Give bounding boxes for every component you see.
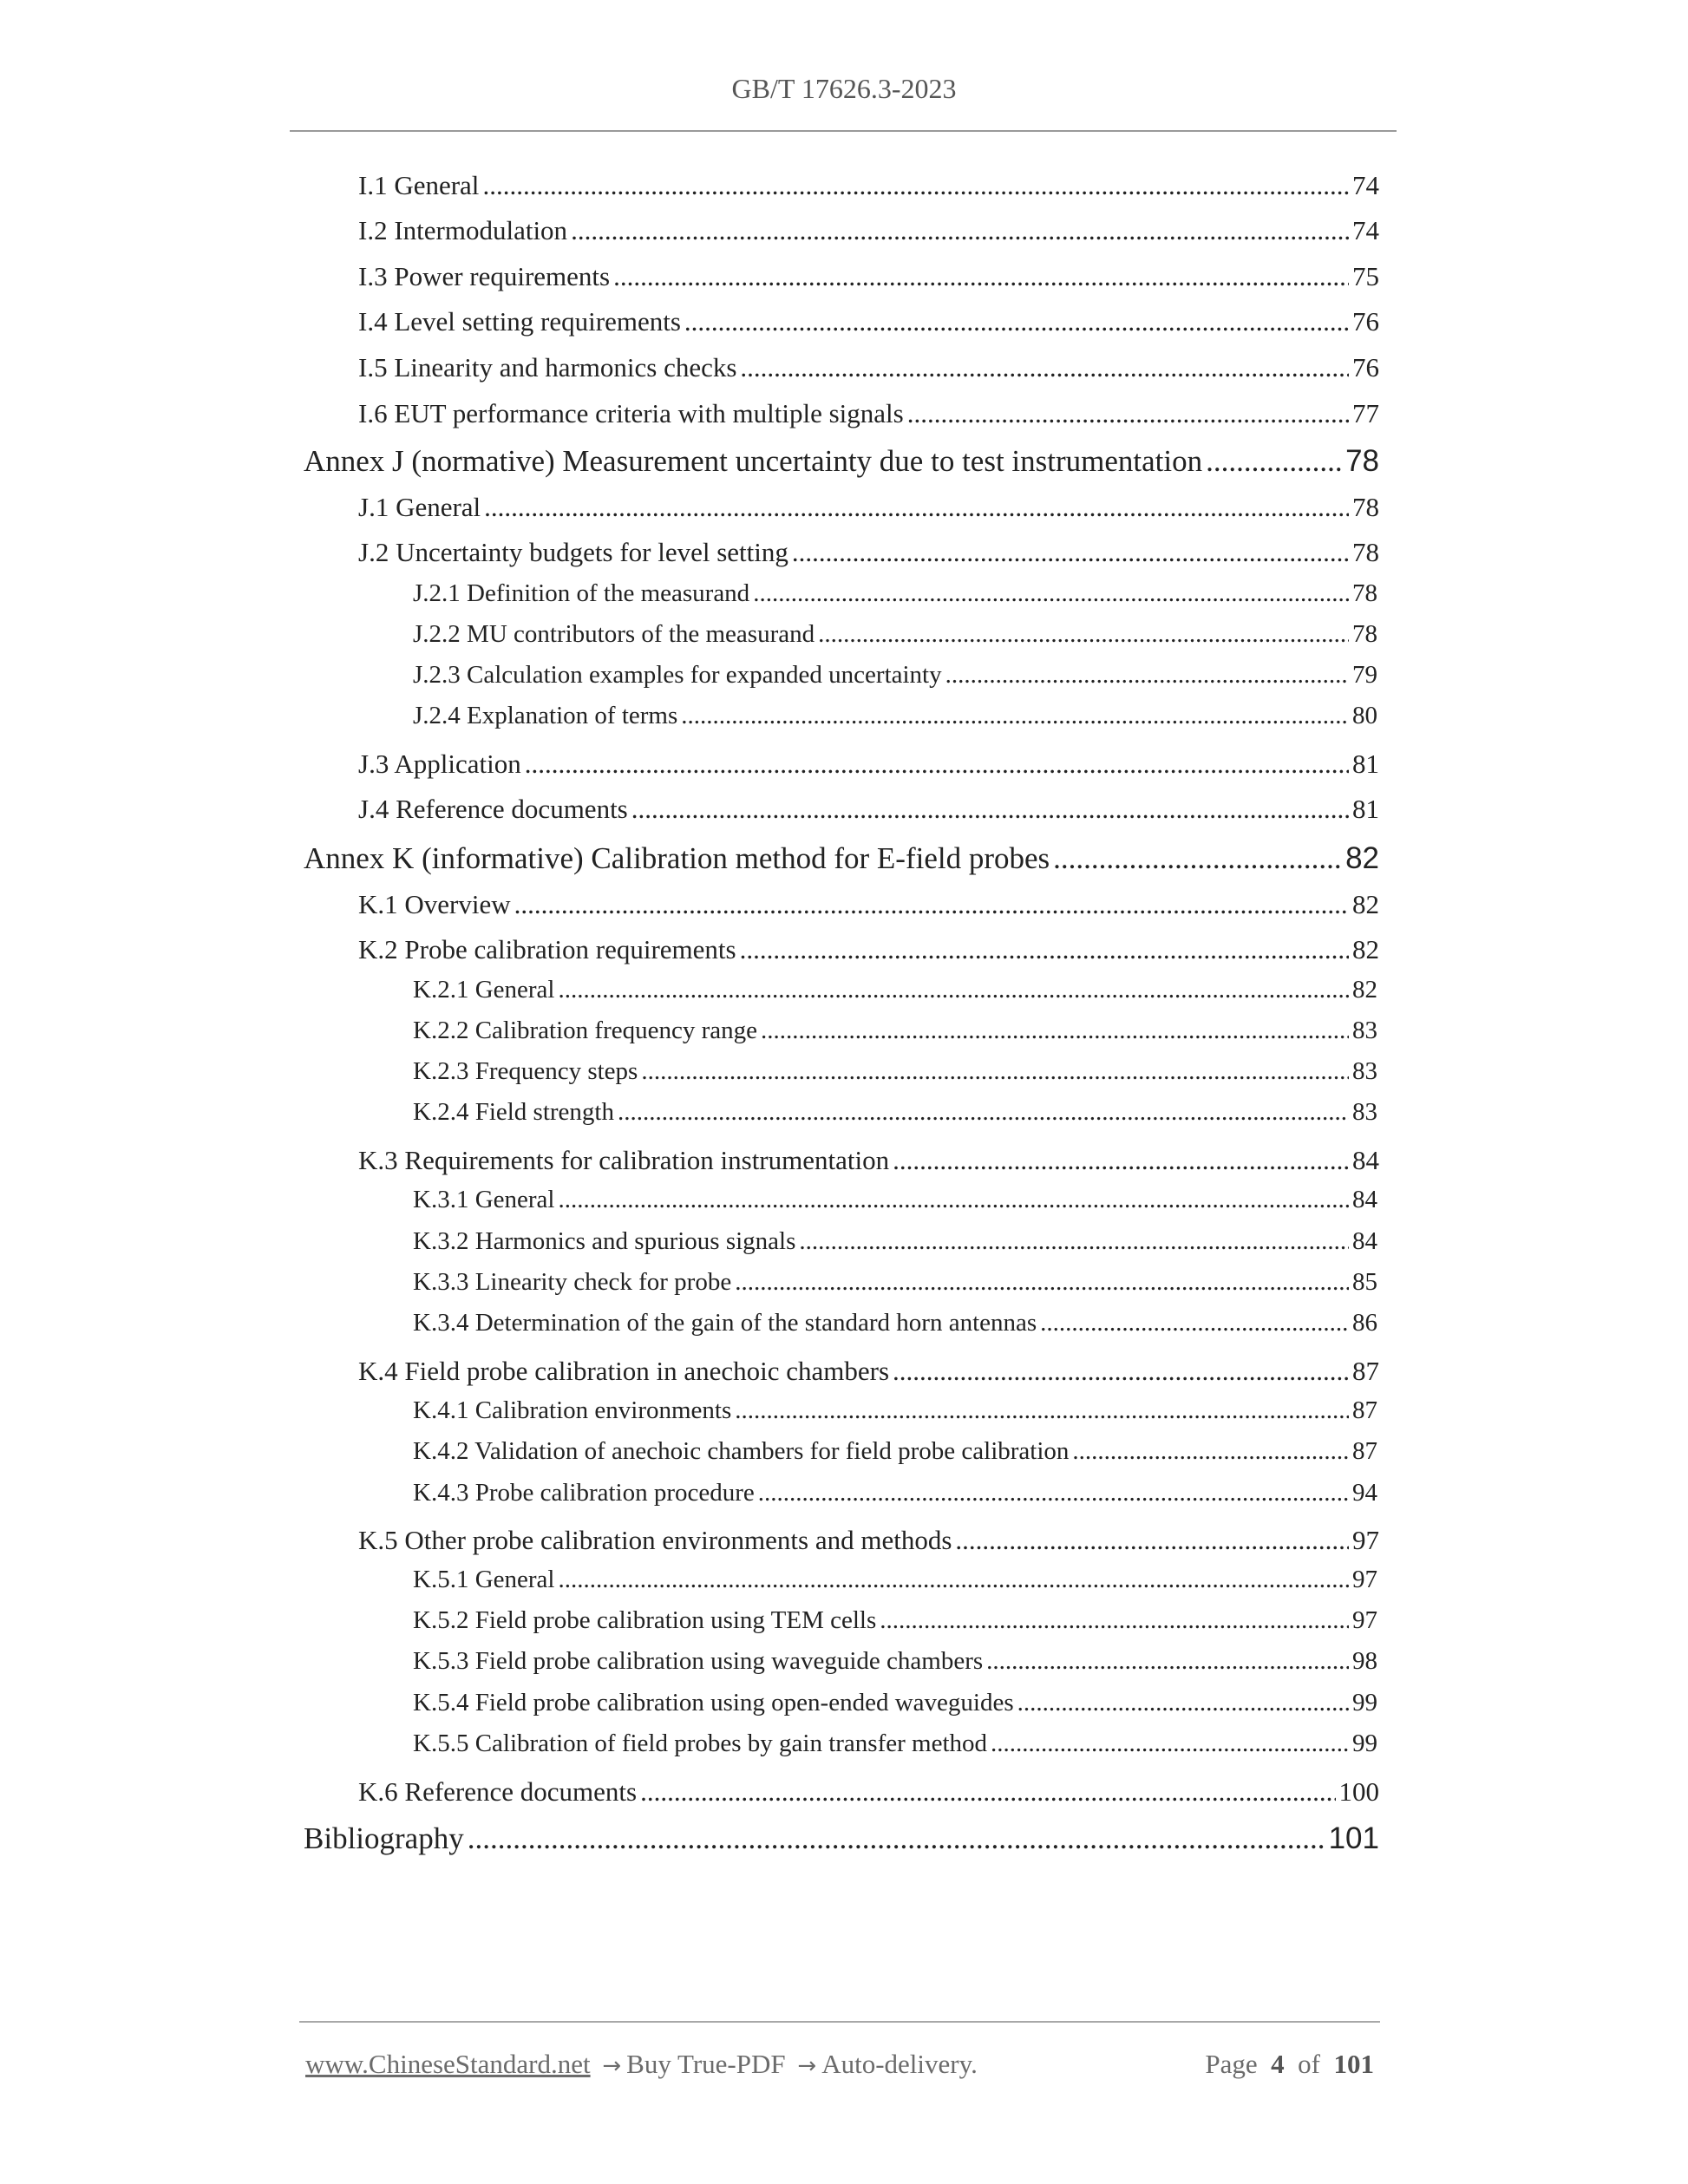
toc-entry[interactable] — [358, 492, 1379, 523]
toc-entry-title: K.5.4 Field probe calibration using open-ended waveguides — [413, 1689, 1014, 1716]
toc-entry[interactable] — [413, 1057, 1377, 1086]
toc-entry-page: 81 — [1352, 749, 1379, 779]
toc-entry-title: K.3.2 Harmonics and spurious signals — [413, 1227, 796, 1255]
toc-dot-leader — [735, 1268, 1349, 1297]
toc-entry-page: 84 — [1352, 1227, 1377, 1255]
toc-entry[interactable] — [413, 702, 1377, 730]
toc-entry[interactable] — [358, 889, 1379, 920]
toc-dot-leader — [484, 492, 1349, 523]
site-link[interactable]: www.ChineseStandard.net — [305, 2049, 591, 2079]
toc-entry-title: K.3.3 Linearity check for probe — [413, 1268, 732, 1296]
toc-entry-title: K.5.5 Calibration of field probes by gain transfer method — [413, 1730, 988, 1757]
toc-entry-title: K.3 Requirements for calibration instrumentation — [358, 1145, 890, 1175]
toc-entry-page: 99 — [1352, 1730, 1377, 1757]
toc-entry-page: 82 — [1352, 976, 1377, 1004]
toc-entry[interactable] — [358, 215, 1379, 246]
toc-entry-title: K.1 Overview — [358, 889, 511, 919]
toc-entry[interactable] — [358, 794, 1379, 825]
buy-true-pdf-text: Buy True-PDF — [626, 2049, 786, 2079]
toc-annex-entry[interactable] — [304, 1821, 1379, 1856]
toc-dot-leader — [558, 1186, 1349, 1214]
toc-dot-leader — [1072, 1437, 1349, 1466]
toc-dot-leader — [761, 1017, 1349, 1045]
toc-dot-leader — [641, 1057, 1349, 1086]
toc-entry[interactable] — [413, 1437, 1377, 1466]
toc-entry-page: 101 — [1328, 1821, 1379, 1855]
toc-entry-title: J.2 Uncertainty budgets for level setting — [358, 537, 788, 567]
toc-entry-page: 74 — [1352, 215, 1379, 245]
toc-entry-page: 78 — [1352, 492, 1379, 522]
footer-promo — [305, 2049, 978, 2080]
toc-dot-leader — [1017, 1689, 1349, 1717]
toc-entry[interactable] — [413, 1396, 1377, 1425]
arrow-right-icon: → — [602, 2053, 622, 2079]
toc-dot-leader — [525, 749, 1349, 780]
toc-entry-title: K.5 Other probe calibration environments and methods — [358, 1525, 952, 1555]
toc-dot-leader — [986, 1647, 1349, 1676]
toc-entry-page: 83 — [1352, 1057, 1377, 1085]
page-label: Page — [1205, 2049, 1258, 2079]
toc-entry-title: K.4.1 Calibration environments — [413, 1396, 732, 1424]
toc-dot-leader — [818, 620, 1349, 649]
toc-entry-page: 83 — [1352, 1098, 1377, 1126]
toc-entry-title: J.2.4 Explanation of terms — [413, 702, 678, 729]
toc-entry[interactable] — [413, 620, 1377, 649]
toc-entry-page: 76 — [1352, 306, 1379, 337]
toc-dot-leader — [1053, 841, 1342, 876]
toc-entry[interactable] — [413, 1227, 1377, 1256]
toc-entry[interactable] — [413, 1309, 1377, 1337]
toc-entry-page: 74 — [1352, 170, 1379, 200]
toc-entry-page: 87 — [1352, 1356, 1379, 1386]
toc-entry-title: J.2.1 Definition of the measurand — [413, 579, 750, 607]
toc-dot-leader — [640, 1776, 1335, 1808]
toc-entry-title: Annex K (informative) Calibration method for E-field probes — [304, 841, 1050, 875]
toc-entry[interactable] — [358, 1356, 1379, 1387]
toc-entry-page: 97 — [1352, 1525, 1379, 1555]
toc-entry-page: 86 — [1352, 1309, 1377, 1337]
toc-entry[interactable] — [358, 398, 1379, 429]
toc-dot-leader — [945, 661, 1349, 690]
toc-entry-page: 79 — [1352, 661, 1377, 689]
toc-dot-leader — [1206, 444, 1342, 479]
toc-entry-title: J.1 General — [358, 492, 481, 522]
toc-entry[interactable] — [358, 1776, 1379, 1808]
toc-entry[interactable] — [358, 934, 1379, 965]
toc-dot-leader — [955, 1525, 1349, 1556]
toc-entry-page: 82 — [1345, 841, 1379, 875]
toc-annex-entry[interactable] — [304, 444, 1379, 479]
arrow-right-icon: → — [797, 2053, 817, 2079]
toc-entry-page: 78 — [1352, 620, 1377, 648]
toc-entry[interactable] — [358, 306, 1379, 337]
toc-entry-page: 94 — [1352, 1479, 1377, 1507]
toc-entry[interactable] — [413, 1479, 1377, 1507]
toc-dot-leader — [740, 934, 1349, 965]
toc-entry-page: 78 — [1345, 444, 1379, 478]
toc-entry-page: 99 — [1352, 1689, 1377, 1716]
toc-entry-page: 78 — [1352, 537, 1379, 567]
toc-dot-leader — [681, 702, 1349, 730]
toc-annex-entry[interactable] — [304, 841, 1379, 876]
page-total: 101 — [1333, 2049, 1374, 2079]
toc-dot-leader — [753, 579, 1349, 608]
toc-entry[interactable] — [413, 1186, 1377, 1214]
toc-entry-page: 87 — [1352, 1396, 1377, 1424]
toc-entry[interactable] — [358, 170, 1379, 201]
toc-entry[interactable] — [413, 579, 1377, 608]
toc-entry[interactable] — [358, 261, 1379, 292]
toc-entry-page: 87 — [1352, 1437, 1377, 1465]
toc-dot-leader — [618, 1098, 1349, 1127]
toc-entry-title: K.3.1 General — [413, 1186, 555, 1213]
toc-entry-title: J.2.3 Calculation examples for expanded uncertainty — [413, 661, 942, 689]
toc-entry[interactable] — [358, 537, 1379, 568]
auto-delivery-text: Auto-delivery. — [821, 2049, 978, 2079]
toc-entry-title: J.4 Reference documents — [358, 794, 628, 824]
toc-entry-title: I.5 Linearity and harmonics checks — [358, 352, 737, 383]
toc-entry[interactable] — [413, 1098, 1377, 1127]
toc-entry[interactable] — [413, 1268, 1377, 1297]
page-of-label: of — [1298, 2049, 1320, 2079]
toc-entry-page: 78 — [1352, 579, 1377, 607]
page-footer — [305, 2049, 1374, 2087]
toc-entry-title: I.4 Level setting requirements — [358, 306, 681, 337]
toc-entry[interactable] — [413, 1606, 1377, 1635]
toc-entry-title: Annex J (normative) Measurement uncertainty due to test instrumentation — [304, 444, 1203, 478]
page-counter — [1205, 2049, 1374, 2080]
toc-entry-title: K.5.2 Field probe calibration using TEM cells — [413, 1606, 877, 1634]
toc-dot-leader — [758, 1479, 1349, 1507]
toc-entry-page: 75 — [1352, 261, 1379, 291]
toc-entry[interactable] — [358, 749, 1379, 780]
toc-entry-title: I.1 General — [358, 170, 480, 200]
toc-entry-title: K.4.3 Probe calibration procedure — [413, 1479, 755, 1507]
toc-entry-page: 85 — [1352, 1268, 1377, 1296]
toc-dot-leader — [468, 1821, 1325, 1856]
toc-entry-page: 82 — [1352, 889, 1379, 919]
toc-entry-page: 81 — [1352, 794, 1379, 824]
toc-dot-leader — [991, 1730, 1349, 1758]
toc-entry[interactable] — [413, 1647, 1377, 1676]
toc-dot-leader — [893, 1145, 1349, 1176]
toc-dot-leader — [571, 215, 1349, 246]
toc-entry[interactable] — [358, 1145, 1379, 1176]
toc-entry-page: 97 — [1352, 1566, 1377, 1593]
toc-entry-title: I.6 EUT performance criteria with multiple signals — [358, 398, 904, 428]
toc-entry-page: 77 — [1352, 398, 1379, 428]
toc-entry[interactable] — [358, 352, 1379, 383]
toc-entry-title: J.2.2 MU contributors of the measurand — [413, 620, 815, 648]
toc-entry-title: K.2.3 Frequency steps — [413, 1057, 638, 1085]
toc-dot-leader — [893, 1356, 1349, 1387]
toc-entry-page: 76 — [1352, 352, 1379, 383]
toc-dot-leader — [558, 976, 1349, 1004]
toc-dot-leader — [558, 1566, 1349, 1594]
page-current: 4 — [1271, 2049, 1285, 2079]
toc-dot-leader — [613, 261, 1349, 292]
toc-dot-leader — [684, 306, 1349, 337]
footer-divider — [299, 2021, 1380, 2023]
toc-entry-title: Bibliography — [304, 1821, 464, 1855]
toc-dot-leader — [735, 1396, 1349, 1425]
toc-entry-page: 83 — [1352, 1017, 1377, 1044]
toc-entry-title: K.2.4 Field strength — [413, 1098, 614, 1126]
toc-entry-title: J.3 Application — [358, 749, 521, 779]
toc-entry-title: K.2.1 General — [413, 976, 555, 1004]
toc-entry-title: I.3 Power requirements — [358, 261, 611, 291]
toc-entry-title: K.4.2 Validation of anechoic chambers for field probe calibration — [413, 1437, 1070, 1465]
toc-entry[interactable] — [413, 1730, 1377, 1758]
toc-entry-title: I.2 Intermodulation — [358, 215, 568, 245]
running-header-doc-id: GB/T 17626.3-2023 — [731, 73, 957, 104]
toc-dot-leader — [514, 889, 1349, 920]
toc-entry-title: K.2.2 Calibration frequency range — [413, 1017, 757, 1044]
toc-entry-title: K.5.3 Field probe calibration using waveguide chambers — [413, 1647, 984, 1675]
toc-dot-leader — [907, 398, 1349, 429]
toc-entry[interactable] — [358, 1525, 1379, 1556]
toc-dot-leader — [880, 1606, 1349, 1635]
toc-entry-page: 98 — [1352, 1647, 1377, 1675]
toc-entry-title: K.6 Reference documents — [358, 1776, 638, 1807]
toc-entry-page: 100 — [1338, 1776, 1379, 1807]
toc-entry[interactable] — [413, 1689, 1377, 1717]
toc-entry-page: 82 — [1352, 934, 1379, 964]
toc-dot-leader — [482, 170, 1349, 201]
toc-entry-title: K.5.1 General — [413, 1566, 555, 1593]
toc-entry-page: 84 — [1352, 1145, 1379, 1175]
toc-dot-leader — [631, 794, 1349, 825]
toc-entry-page: 84 — [1352, 1186, 1377, 1213]
toc-entry[interactable] — [413, 1566, 1377, 1594]
toc-dot-leader — [740, 352, 1349, 383]
toc-dot-leader — [792, 537, 1349, 568]
toc-dot-leader — [1040, 1309, 1349, 1337]
toc-entry-title: K.3.4 Determination of the gain of the standard horn antennas — [413, 1309, 1037, 1337]
toc-entry-title: K.4 Field probe calibration in anechoic chambers — [358, 1356, 890, 1386]
toc-entry[interactable] — [413, 976, 1377, 1004]
toc-entry-page: 80 — [1352, 702, 1377, 729]
toc-entry[interactable] — [413, 1017, 1377, 1045]
toc-entry-page: 97 — [1352, 1606, 1377, 1634]
toc-entry[interactable] — [413, 661, 1377, 690]
toc-dot-leader — [799, 1227, 1349, 1256]
toc-entry-title: K.2 Probe calibration requirements — [358, 934, 736, 964]
